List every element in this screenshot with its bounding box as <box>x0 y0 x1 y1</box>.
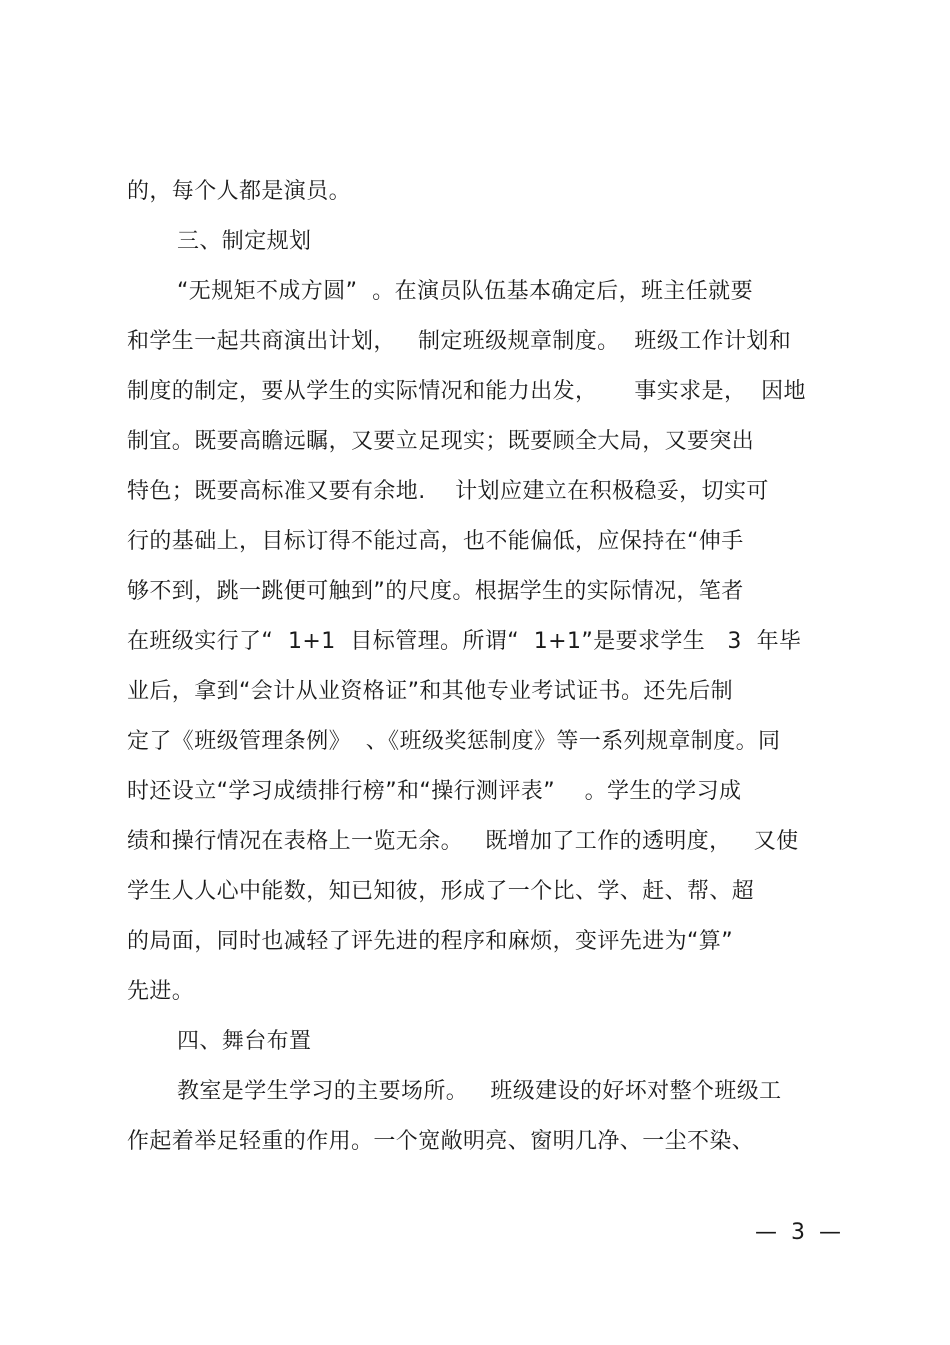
paragraph-line: 在班级实行了“ 1+1 目标管理。所谓“ 1+1”是要求学生 3 年毕 <box>127 629 802 654</box>
paragraph-line: 定了《班级管理条例》 、《班级奖惩制度》等一系列规章制度。同 <box>127 729 781 754</box>
paragraph-line: 制宜。既要高瞻远瞩，又要立足现实；既要顾全大局，又要突出 <box>127 429 755 454</box>
paragraph-line: 和学生一起共商演出计划， 制定班级规章制度。 班级工作计划和 <box>127 329 792 354</box>
paragraph-line: “无规矩不成方圆” 。在演员队伍基本确定后，班主任就要 <box>177 279 753 304</box>
paragraph-line: 作起着举足轻重的作用。一个宽敞明亮、窗明几净、一尘不染、 <box>127 1129 755 1154</box>
paragraph-line: 制度的制定，要从学生的实际情况和能力出发， 事实求是， 因地 <box>127 379 806 404</box>
section-heading: 三、制定规划 <box>177 229 312 254</box>
paragraph-line: 特色；既要高标准又要有余地. 计划应建立在积极稳妥，切实可 <box>127 479 769 504</box>
paragraph-line: 的，每个人都是演员。 <box>127 179 352 204</box>
paragraph-line: 行的基础上，目标订得不能过高，也不能偏低，应保持在“伸手 <box>127 529 744 554</box>
section-heading: 四、舞台布置 <box>177 1029 312 1054</box>
paragraph-line: 学生人人心中能数，知已知彼，形成了一个比、学、赶、帮、超 <box>127 879 755 904</box>
paragraph-line: 的局面，同时也减轻了评先进的程序和麻烦，变评先进为“算” <box>127 929 733 954</box>
paragraph-line: 业后，拿到“会计从业资格证”和其他专业考试证书。还先后制 <box>127 679 733 704</box>
page-number: — 3 — <box>755 1220 841 1245</box>
paragraph-line: 绩和操行情况在表格上一览无余。 既增加了工作的透明度， 又使 <box>127 829 799 854</box>
paragraph-line: 教室是学生学习的主要场所。 班级建设的好坏对整个班级工 <box>177 1079 782 1104</box>
paragraph-line: 够不到，跳一跳便可触到”的尺度。根据学生的实际情况，笔者 <box>127 579 744 604</box>
paragraph-line: 时还设立“学习成绩排行榜”和“操行测评表” 。学生的学习成 <box>127 779 742 804</box>
paragraph-line: 先进。 <box>127 979 195 1004</box>
